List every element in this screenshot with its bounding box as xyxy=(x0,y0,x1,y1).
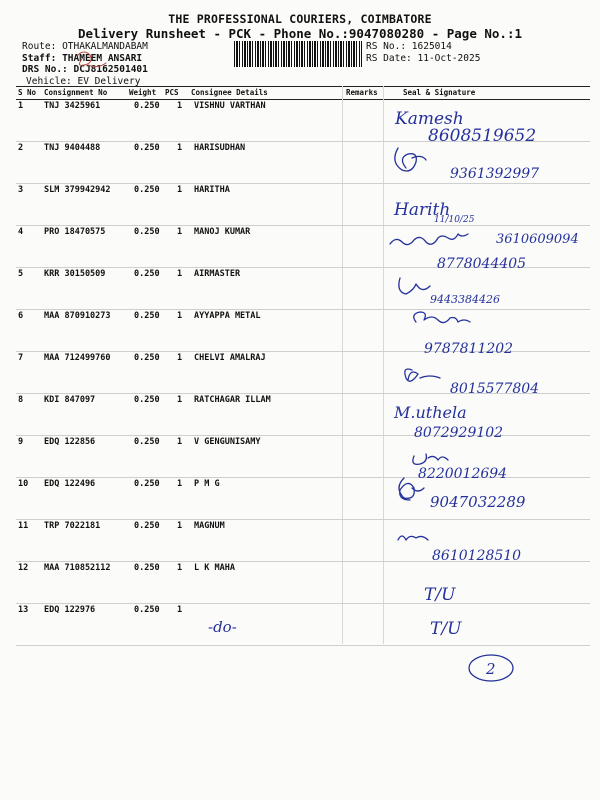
route-label: Route: xyxy=(22,41,57,52)
cell-pcs: 1 xyxy=(177,185,183,195)
table-row xyxy=(16,183,590,226)
cell-weight: 0.250 xyxy=(134,563,160,573)
cell-pcs: 1 xyxy=(177,269,183,279)
cell-pcs: 1 xyxy=(177,101,183,111)
staff-value: THAMEEM ANSARI xyxy=(62,52,143,64)
cell-weight: 0.250 xyxy=(134,269,160,279)
cell-sno: 11 xyxy=(18,521,29,531)
table-row xyxy=(16,477,590,520)
cell-pcs: 1 xyxy=(177,521,183,531)
cell-sno: 8 xyxy=(18,395,24,405)
cell-weight: 0.250 xyxy=(134,185,160,195)
sig-r3-date: 11/10/25 xyxy=(434,215,475,225)
staff-initial-scribble xyxy=(58,47,118,77)
table-header xyxy=(16,86,590,100)
sig-r12-mark: T/U xyxy=(424,585,456,605)
sig-r11-phone: 8610128510 xyxy=(432,548,522,564)
company-title: THE PROFESSIONAL COURIERS, COIMBATORE xyxy=(168,12,432,26)
sig-r10-phone: 9047032289 xyxy=(430,493,526,511)
drs-label: DRS No.: xyxy=(22,64,68,75)
cell-consignment-no: TNJ 3425961 xyxy=(44,101,101,111)
sig-r3-name: Harith xyxy=(394,200,451,220)
cell-consignee: CHELVI AMALRAJ xyxy=(194,353,266,363)
cell-consignee: MAGNUM xyxy=(194,521,225,531)
cell-weight: 0.250 xyxy=(134,479,160,489)
vehicle-label: Vehicle: xyxy=(26,75,72,87)
table-row xyxy=(16,393,590,436)
cell-consignee: AIRMASTER xyxy=(194,269,241,279)
rs-date-value: 11-Oct-2025 xyxy=(417,52,481,64)
cell-pcs: 1 xyxy=(177,479,183,489)
table-row xyxy=(16,519,590,562)
cell-sno: 10 xyxy=(18,479,29,489)
cell-weight: 0.250 xyxy=(134,395,160,405)
sig-r1-phone: 8608519652 xyxy=(428,126,537,146)
route-value: OTHAKALMANDABAM xyxy=(62,41,148,52)
cell-sno: 13 xyxy=(18,605,29,615)
cell-consignee: HARISUDHAN xyxy=(194,143,246,153)
cell-sno: 5 xyxy=(18,269,24,279)
cell-weight: 0.250 xyxy=(134,101,160,111)
col-signature: Seal & Signature xyxy=(403,88,476,97)
cell-sno: 9 xyxy=(18,437,24,447)
cell-weight: 0.250 xyxy=(134,311,160,321)
col-consignee: Consignee Details xyxy=(191,88,268,97)
cell-consignee: VISHNU VARTHAN xyxy=(194,101,266,111)
cell-consignment-no: EDQ 122496 xyxy=(44,479,96,489)
cell-consignee: HARITHA xyxy=(194,185,230,195)
cell-sno: 4 xyxy=(18,227,24,237)
cell-consignee: MANOJ KUMAR xyxy=(194,227,251,237)
cell-sno: 1 xyxy=(18,101,24,111)
drs-value: DCJ8162501401 xyxy=(73,64,148,75)
sig-r13-mark: T/U xyxy=(430,619,462,639)
cell-consignee: P M G xyxy=(194,479,220,489)
sig-r7-phone: 8015577804 xyxy=(450,381,540,397)
cell-consignment-no: EDQ 122976 xyxy=(44,605,96,615)
sig-r4-phone2: 8778044405 xyxy=(437,256,527,272)
cell-weight: 0.250 xyxy=(134,437,160,447)
cell-consignment-no: TRP 7022181 xyxy=(44,521,101,531)
sig-r1-name: Kamesh xyxy=(395,109,464,129)
cell-consignment-no: PRO 18470575 xyxy=(44,227,106,237)
sig-r8-phone: 8072929102 xyxy=(414,425,504,441)
runsheet-title: Delivery Runsheet - PCK - Phone No.:9047080280 - Page No.:1 xyxy=(77,26,522,41)
rs-date-line xyxy=(366,53,480,65)
cell-weight: 0.250 xyxy=(134,521,160,531)
sig-r8-name: M.uthela xyxy=(394,403,467,422)
cell-consignment-no: SLM 379942942 xyxy=(44,185,111,195)
table-row xyxy=(16,561,590,604)
cell-sno: 6 xyxy=(18,311,24,321)
table-row xyxy=(16,225,590,268)
sig-r4-phone: 3610609094 xyxy=(496,232,579,247)
cell-consignment-no: MAA 870910273 xyxy=(44,311,111,321)
cell-sno: 3 xyxy=(18,185,24,195)
cell-pcs: 1 xyxy=(177,437,183,447)
cell-consignee: V GENGUNISAMY xyxy=(194,437,261,447)
table-row xyxy=(16,309,590,352)
cell-consignment-no: MAA 712499760 xyxy=(44,353,111,363)
cell-consignment-no: TNJ 9404488 xyxy=(44,143,101,153)
page-circle-number: 2 xyxy=(486,660,496,678)
cell-consignment-no: MAA 710852112 xyxy=(44,563,111,573)
cell-consignee: L K MAHA xyxy=(194,563,235,573)
cell-pcs: 1 xyxy=(177,605,183,615)
cell-sno: 7 xyxy=(18,353,24,363)
vehicle-value: EV Delivery xyxy=(77,75,141,87)
page-circle xyxy=(469,655,513,681)
col-pcs: PCS xyxy=(165,88,179,97)
sig-r9-phone: 8220012694 xyxy=(418,466,508,482)
cell-consignment-no: KRR 30150509 xyxy=(44,269,106,279)
sig-r5-phone: 9443384426 xyxy=(430,293,500,306)
col-weight: Weight xyxy=(129,88,157,97)
cell-pcs: 1 xyxy=(177,227,183,237)
table-row xyxy=(16,99,590,142)
col-sno: S No xyxy=(18,88,37,97)
header-right-info xyxy=(366,41,480,64)
cell-pcs: 1 xyxy=(177,311,183,321)
cell-consignee: AYYAPPA METAL xyxy=(194,311,261,321)
cell-weight: 0.250 xyxy=(134,227,160,237)
table-row xyxy=(16,435,590,478)
cell-sno: 12 xyxy=(18,563,29,573)
table-row xyxy=(16,603,590,646)
col-remarks: Remarks xyxy=(346,88,378,97)
consignee-r13-ditto: -do- xyxy=(208,618,237,636)
cell-pcs: 1 xyxy=(177,143,183,153)
cell-weight: 0.250 xyxy=(134,143,160,153)
staff-label: Staff: xyxy=(22,52,57,64)
cell-consignment-no: EDQ 122856 xyxy=(44,437,96,447)
rs-no-value: 1625014 xyxy=(411,41,452,52)
cell-pcs: 1 xyxy=(177,395,183,405)
table-row xyxy=(16,351,590,394)
sig-r6-phone: 9787811202 xyxy=(424,341,514,357)
table-row xyxy=(16,141,590,184)
cell-consignment-no: KDI 847097 xyxy=(44,395,96,405)
cell-pcs: 1 xyxy=(177,563,183,573)
cell-sno: 2 xyxy=(18,143,24,153)
cell-consignee: RATCHAGAR ILLAM xyxy=(194,395,271,405)
col-consignment: Consignment No xyxy=(44,88,108,97)
table-row xyxy=(16,267,590,310)
cell-weight: 0.250 xyxy=(134,605,160,615)
rs-no-line xyxy=(366,41,480,53)
rs-date-label: RS Date: xyxy=(366,52,412,64)
sig-r2-phone: 9361392997 xyxy=(450,166,540,182)
cell-weight: 0.250 xyxy=(134,353,160,363)
cell-pcs: 1 xyxy=(177,353,183,363)
rs-no-label: RS No.: xyxy=(366,41,407,52)
barcode xyxy=(234,41,362,67)
